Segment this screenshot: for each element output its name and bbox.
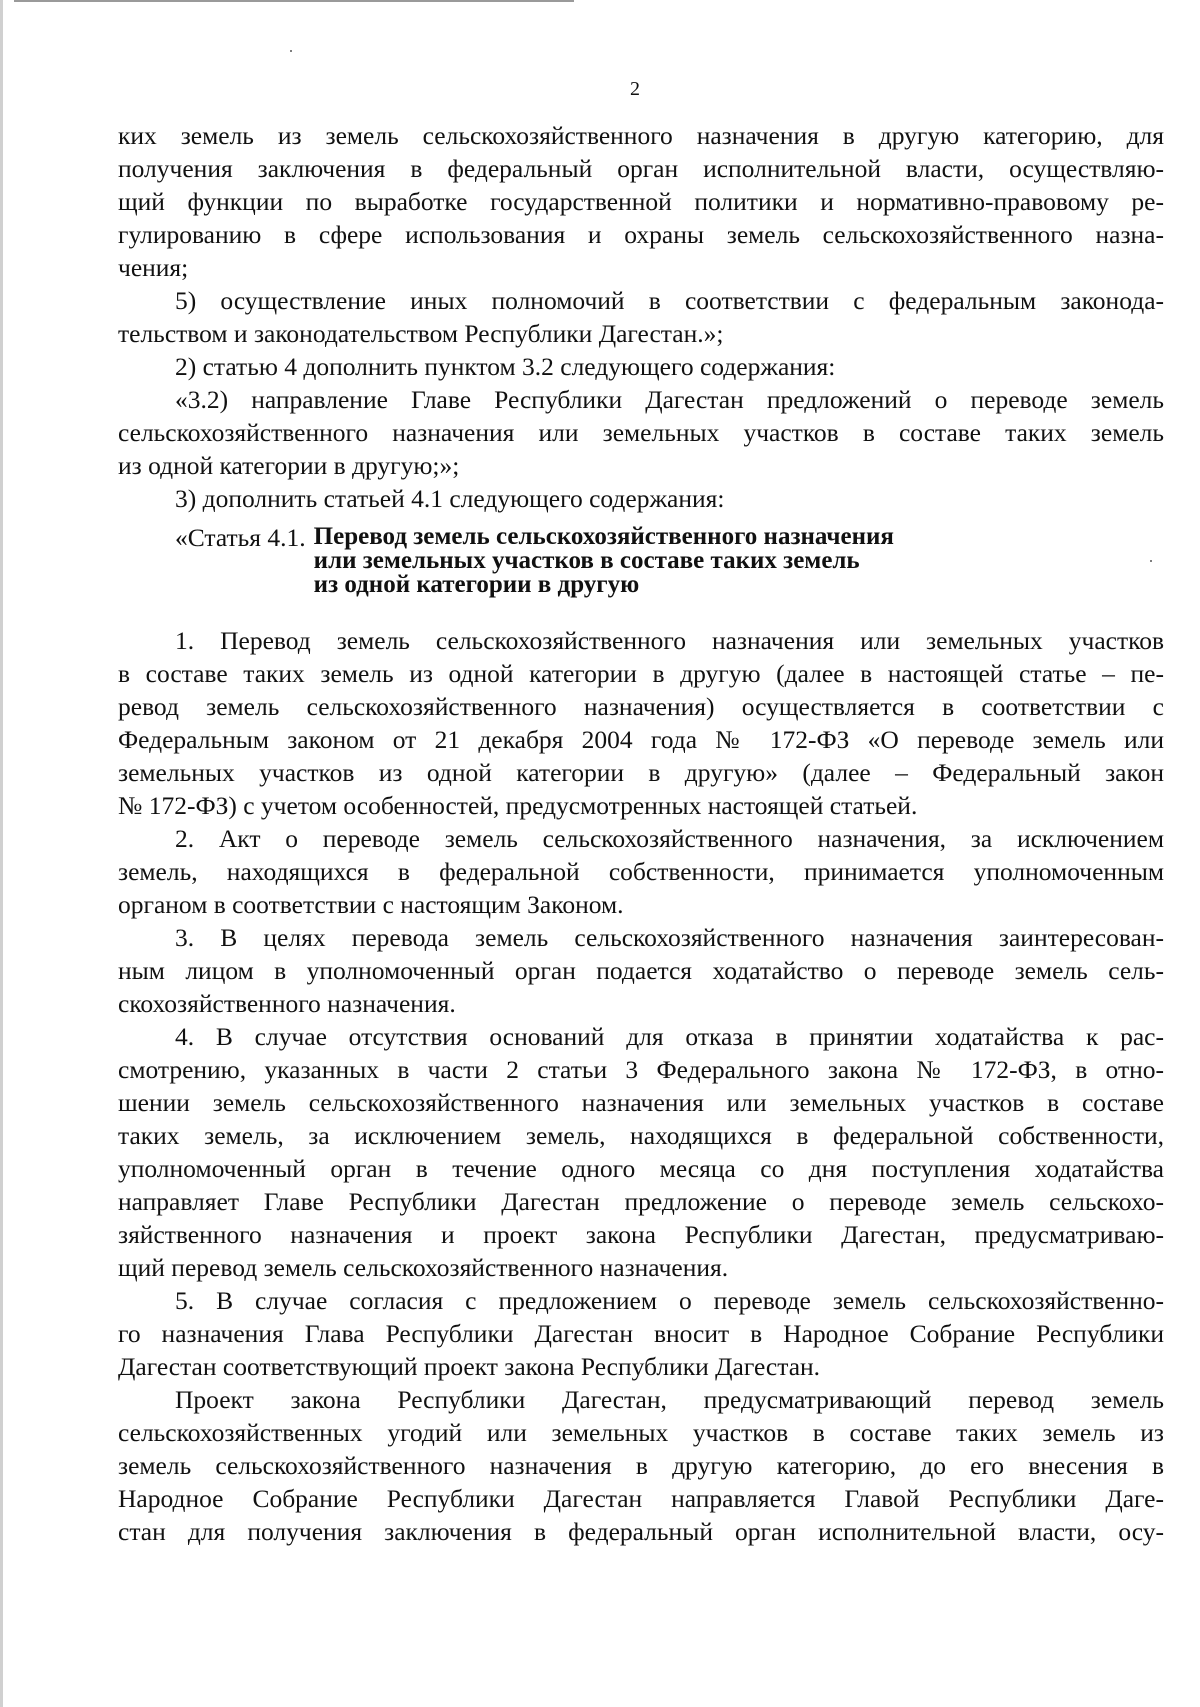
- item-5-paragraph: [118, 284, 1164, 350]
- text-line: 2) статью 4 дополнить пунктом 3.2 следующего содержания:: [175, 352, 836, 381]
- text-line: тельством и законодательством Республики Дагестан.»;: [118, 319, 724, 348]
- scan-artifact-top-edge: [14, 0, 574, 2]
- text-line: получения заключения в федеральный орган исполнительной власти, осуществляю-: [118, 154, 1164, 183]
- text-line: 5. В случае согласия с предложением о переводе земель сельскохозяйственно-: [175, 1286, 1164, 1315]
- item-3-2-paragraph: [118, 383, 1164, 482]
- intro-paragraph: [118, 119, 1164, 284]
- text-line: 4. В случае отсутствия оснований для отказа в принятии ходатайства к рас-: [175, 1022, 1164, 1051]
- article-title-line: из одной категории в другую: [313, 571, 640, 598]
- text-line: Проект закона Республики Дагестан, предусматривающий перевод земель: [175, 1385, 1164, 1414]
- text-line: ревод земель сельскохозяйственного назначения) осуществляется в соответствии с: [118, 692, 1164, 721]
- paragraph-2: [118, 822, 1164, 921]
- text-line: уполномоченный орган в течение одного месяца со дня поступления ходатайства: [118, 1154, 1164, 1183]
- paragraph-6: [118, 1383, 1164, 1548]
- text-line: 3) дополнить статьей 4.1 следующего содержания:: [175, 484, 725, 513]
- item-3-paragraph: [118, 482, 1164, 515]
- text-line: сельскохозяйственного назначения или земельных участков в составе таких земель: [118, 418, 1164, 447]
- text-line: 5) осуществление иных полномочий в соответствии с федеральным законода-: [175, 286, 1164, 315]
- text-line: 1. Перевод земель сельскохозяйственного назначения или земельных участков: [175, 626, 1164, 655]
- document-body: [118, 119, 1164, 1548]
- text-line: таких земель, за исключением земель, находящихся в федеральной собственности,: [118, 1121, 1164, 1150]
- text-line: стан для получения заключения в федеральный орган исполнительной власти, осу-: [118, 1517, 1164, 1546]
- text-line: земель сельскохозяйственного назначения в другую категорию, до его внесения в: [118, 1451, 1164, 1480]
- text-line: сельскохозяйственных угодий или земельных участков в составе таких земель из: [118, 1418, 1164, 1447]
- text-line: го назначения Глава Республики Дагестан вносит в Народное Собрание Республики: [118, 1319, 1164, 1348]
- text-line: из одной категории в другую;»;: [118, 451, 460, 480]
- text-line: чения;: [118, 253, 189, 282]
- text-line: 3. В целях перевода земель сельскохозяйственного назначения заинтересован-: [175, 923, 1164, 952]
- article-heading: [175, 525, 1164, 597]
- article-title: [314, 525, 894, 597]
- paragraph-3: [118, 921, 1164, 1020]
- text-line: земельных участков из одной категории в другую» (далее – Федеральный закон: [118, 758, 1164, 787]
- article-label: «Статья 4.1.: [175, 523, 306, 552]
- text-line: в составе таких земель из одной категории в другую (далее в настоящей статье – пе-: [118, 659, 1164, 688]
- text-line: 2. Акт о переводе земель сельскохозяйственного назначения, за исключением: [175, 824, 1164, 853]
- scan-artifact-left-edge: [0, 0, 3, 1707]
- text-line: щий функции по выработке государственной политики и нормативно-правовому ре-: [118, 187, 1164, 216]
- text-line: Федеральным законом от 21 декабря 2004 года № 172-ФЗ «О переводе земель или: [118, 725, 1164, 754]
- text-line: шении земель сельскохозяйственного назначения или земельных участков в составе: [118, 1088, 1164, 1117]
- text-line: гулированию в сфере использования и охраны земель сельскохозяйственного назна-: [118, 220, 1164, 249]
- scan-speck: [290, 50, 292, 52]
- page-number: 2: [630, 78, 640, 100]
- article-title-line: или земельных участков в составе таких земель: [313, 547, 860, 574]
- item-2-paragraph: [118, 350, 1164, 383]
- text-line: Дагестан соответствующий проект закона Республики Дагестан.: [118, 1352, 821, 1381]
- text-line: Народное Собрание Республики Дагестан направляется Главой Республики Даге-: [118, 1484, 1164, 1513]
- text-line: щий перевод земель сельскохозяйственного назначения.: [118, 1253, 729, 1282]
- text-line: № 172-ФЗ) с учетом особенностей, предусмотренных настоящей статьей.: [118, 791, 918, 820]
- article-title-line: Перевод земель сельскохозяйственного назначения: [313, 523, 894, 550]
- paragraph-5: [118, 1284, 1164, 1383]
- paragraph-4: [118, 1020, 1164, 1284]
- text-line: земель, находящихся в федеральной собственности, принимается уполномоченным: [118, 857, 1164, 886]
- text-line: направляет Главе Республики Дагестан предложение о переводе земель сельскохо-: [118, 1187, 1164, 1216]
- text-line: скохозяйственного назначения.: [118, 989, 456, 1018]
- text-line: «3.2) направление Главе Республики Дагестан предложений о переводе земель: [175, 385, 1164, 414]
- text-line: ких земель из земель сельскохозяйственного назначения в другую категорию, для: [118, 121, 1164, 150]
- text-line: смотрению, указанных в части 2 статьи 3 Федерального закона № 172-ФЗ, в отно-: [118, 1055, 1164, 1084]
- text-line: зяйственного назначения и проект закона Республики Дагестан, предусматриваю-: [118, 1220, 1164, 1249]
- text-line: органом в соответствии с настоящим Законом.: [118, 890, 624, 919]
- paragraph-1: [118, 624, 1164, 822]
- text-line: ным лицом в уполномоченный орган подается ходатайство о переводе земель сель-: [118, 956, 1164, 985]
